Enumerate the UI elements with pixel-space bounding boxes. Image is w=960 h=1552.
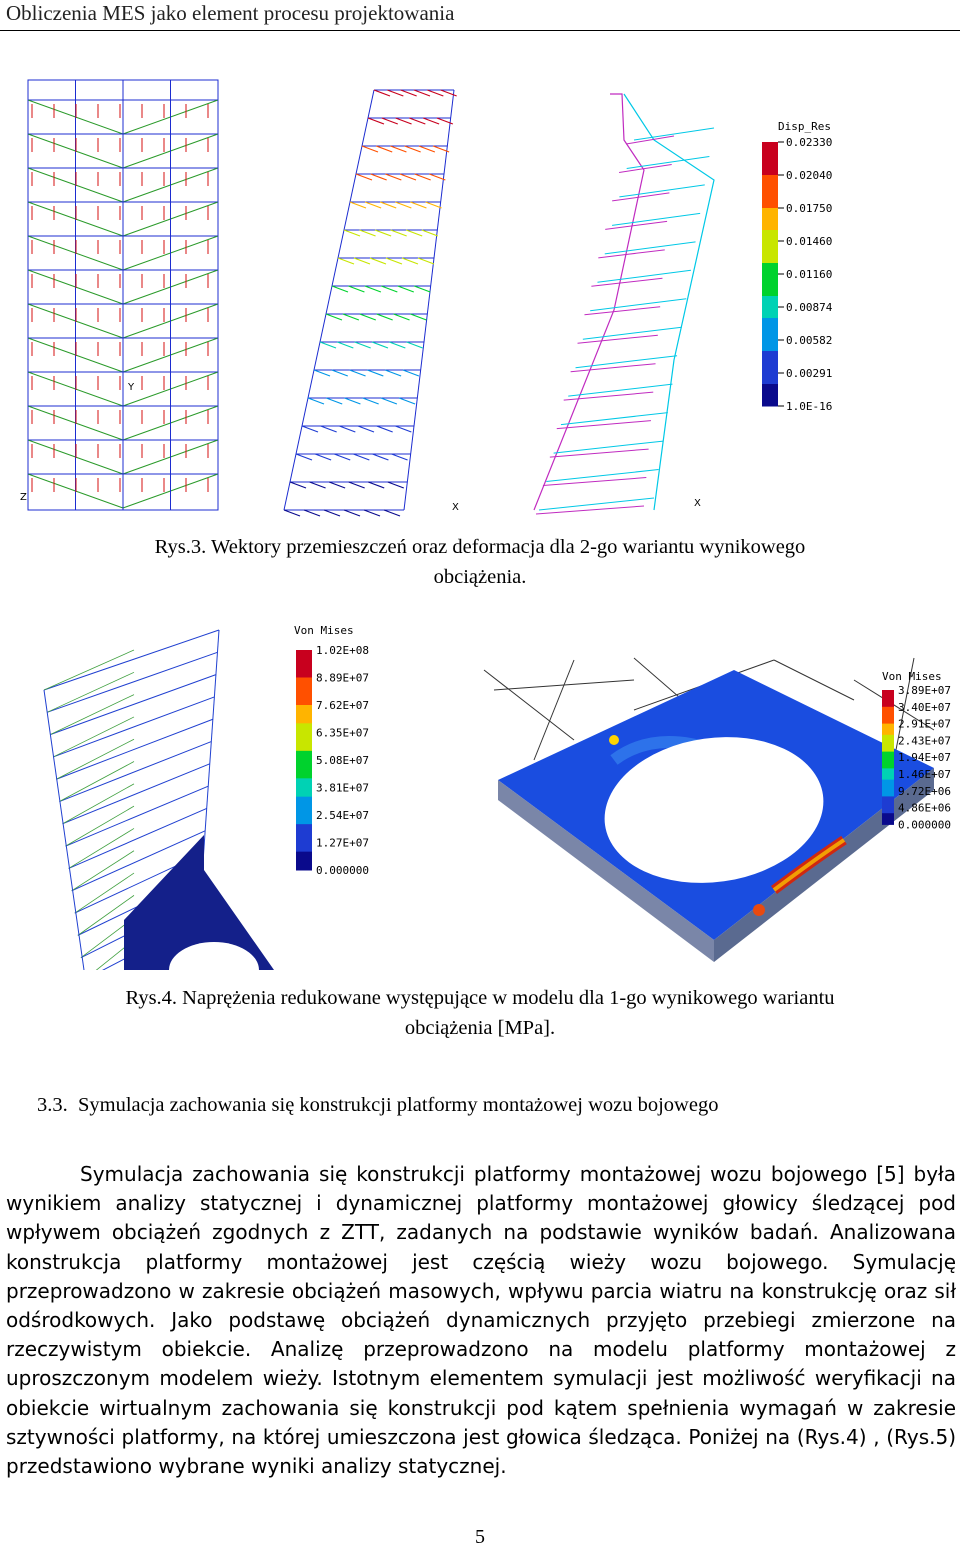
vector-arrow (348, 286, 364, 292)
original-line (550, 449, 649, 457)
vector-arrow (326, 314, 342, 320)
edge-line (404, 90, 454, 510)
wire-brace (72, 851, 134, 891)
vector-arrow (399, 398, 415, 404)
section-title: Symulacja zachowania się konstrukcji platformy montażowej wozu bojowego (78, 1094, 719, 1116)
vector-arrow (410, 202, 426, 208)
vector-arrow (360, 230, 376, 236)
legend-swatch (762, 395, 778, 407)
legend-value: 0.01750 (786, 202, 833, 215)
platform-stress-plot (460, 658, 954, 970)
figure-3-caption (40, 532, 920, 592)
legend-value: 5.08E+07 (316, 754, 369, 767)
vector-arrow (429, 174, 445, 180)
vector-arrow (362, 146, 378, 152)
deformed-line (554, 441, 664, 453)
vector-arrow (310, 482, 326, 488)
vector-arrow (407, 342, 423, 348)
vector-arrow (391, 230, 407, 236)
vector-arrow (290, 482, 306, 488)
legend-value: 7.62E+07 (316, 699, 369, 712)
vector-arrow (388, 482, 404, 488)
deformed-line (576, 356, 678, 368)
legend-swatch (296, 751, 312, 761)
vector-arrow (363, 398, 379, 404)
vector-arrow (377, 314, 393, 320)
vector-arrow (350, 370, 366, 376)
legend-swatch (762, 241, 778, 253)
vector-arrow (339, 426, 355, 432)
legend-value: 3.40E+07 (898, 700, 951, 714)
legend-value: 2.43E+07 (898, 734, 951, 748)
legend-swatch (882, 690, 894, 696)
legend-value: 0.00582 (786, 334, 833, 347)
legend-swatch (762, 153, 778, 165)
vector-arrow (386, 258, 402, 264)
legend-swatch (882, 796, 894, 802)
legend-swatch (882, 724, 894, 730)
legend-swatch (882, 718, 894, 724)
legend-swatch (762, 142, 778, 154)
original-line (557, 421, 651, 429)
frame-wireframe (44, 630, 274, 970)
wire-line (47, 652, 217, 712)
legend-swatch (882, 802, 894, 808)
vector-arrow (350, 202, 366, 208)
legend-value: 0.000000 (316, 864, 369, 877)
vector-arrow (396, 118, 412, 124)
vector-arrow (365, 202, 381, 208)
original-line (543, 478, 646, 486)
vector-arrow (402, 258, 418, 264)
legend-value: 8.89E+07 (316, 671, 369, 685)
vector-arrow (302, 426, 318, 432)
wire-brace (59, 762, 134, 802)
legend-swatch (296, 723, 312, 733)
legend-swatch (882, 707, 894, 713)
vector-arrow (324, 510, 340, 516)
wire-brace (62, 784, 134, 824)
legend-swatch (296, 806, 312, 816)
vector-arrow (320, 342, 336, 348)
deformed-line (612, 213, 700, 225)
vector-arrow (370, 258, 386, 264)
legend-swatch (296, 742, 312, 752)
legend-swatch (882, 752, 894, 758)
legend-swatch (882, 712, 894, 718)
legend-swatch (882, 808, 894, 814)
legend-swatch (882, 791, 894, 797)
vector-arrow (395, 202, 411, 208)
legend-value: 0.000000 (898, 818, 951, 832)
tower-deformation-outline (534, 94, 714, 514)
original-line (571, 364, 656, 372)
vector-arrow (410, 314, 426, 320)
vector-arrow (414, 286, 430, 292)
caption-line-1: Rys.3. Wektory przemieszczeń oraz deformacja dla 2-go wariantu wynikowego (154, 536, 806, 558)
vector-arrow (344, 398, 360, 404)
original-line (564, 392, 654, 400)
legend-swatch (296, 760, 312, 770)
legend-value: 1.02E+08 (316, 644, 369, 657)
legend-swatch (882, 701, 894, 707)
legend-swatch (762, 351, 778, 363)
vector-arrow (427, 90, 443, 96)
legend-value: 0.02330 (786, 136, 833, 149)
legend-value: 1.46E+07 (898, 768, 951, 781)
legend-swatch (296, 852, 312, 862)
vector-arrow (308, 398, 324, 404)
vector-arrow (343, 314, 359, 320)
legend-right-title: Von Mises (882, 670, 942, 683)
vector-arrow (385, 174, 401, 180)
vector-arrow (314, 370, 330, 376)
legend-swatch (296, 678, 312, 688)
legend-swatch (296, 687, 312, 697)
tower-deformed-vectors (284, 90, 457, 516)
legend-swatch (296, 778, 312, 788)
caption-line-1: Rys.4. Naprężenia redukowane występujące w modelu dla 1-go wynikowego wariantu (125, 987, 835, 1009)
wire-line (62, 764, 209, 824)
legend-value: 3.89E+07 (898, 684, 951, 697)
vector-arrow (358, 426, 374, 432)
vector-arrow (387, 90, 403, 96)
legend-value: 2.54E+07 (316, 809, 369, 822)
vector-arrow (423, 118, 439, 124)
legend-swatch (762, 252, 778, 264)
legend-swatch (296, 843, 312, 853)
wire-line (50, 675, 216, 735)
vector-arrow (349, 482, 365, 488)
page-header (0, 0, 960, 31)
vector-arrow (381, 398, 397, 404)
legend-swatch (296, 861, 312, 871)
deformed-line (619, 185, 704, 197)
legend-swatch (762, 197, 778, 209)
legend-swatch (762, 164, 778, 176)
tower-front-view (28, 80, 218, 510)
wire-brace (69, 828, 134, 868)
vector-arrow (374, 90, 390, 96)
original-line (578, 335, 658, 343)
vector-arrow (422, 230, 438, 236)
vector-arrow (395, 426, 411, 432)
vector-arrow (392, 454, 408, 460)
vector-arrow (284, 510, 300, 516)
wire-line (59, 742, 211, 802)
vector-arrow (344, 230, 360, 236)
vector-arrow (418, 258, 434, 264)
vector-arrow (371, 174, 387, 180)
vector-arrow (394, 314, 410, 320)
paragraph-text: Symulacja zachowania się konstrukcji platformy montażowej wozu bojowego [5] była wynikiem analizy statycznej i dynamicznej platformy montażowej głowicy śledzącej pod wpływem obciążeń zgodnych z ZTT, zadanych na podstawie wyników badań. Analizowana konstrukcja platformy montażowej jest częścią wieży wozu bojowego. Symulację przeprowadzono w zakresie obciążeń masowych, wpływu parcia wiatru na konstrukcję oraz sił odśrodkowych. Jako podstawę obciążeń dynamicznych przyjęto przebiegi zmierzone na rzeczywistym obiekcie. Analizę przeprowadzono na modelu platformy montażowej z uproszczonym modelem wieży. Istotnym elementem symulacji jest możliwość weryfikacji na obiekcie wirtualnym zachowania się konstrukcji pod kątem spełnienia wymagań w zakresie sztywności platformy, na której umieszczona jest głowica śledząca. Poniżej na (Rys.4) , (Rys.5) przedstawiono wybrane wyniki analizy statycznej. (6, 1162, 956, 1479)
legend-value: 9.72E+06 (898, 784, 951, 798)
legend-swatch (296, 797, 312, 807)
legend-swatch (762, 219, 778, 231)
legend-swatch (882, 768, 894, 774)
vector-arrow (401, 90, 417, 96)
legend-swatch (296, 815, 312, 825)
legend-value: 0.01460 (786, 235, 833, 248)
legend-swatch (296, 833, 312, 843)
legend-swatch (882, 774, 894, 780)
vector-arrow (356, 174, 372, 180)
legend-swatch (762, 296, 778, 308)
vector-arrow (368, 482, 384, 488)
legend-swatch (296, 668, 312, 678)
legend-swatch (762, 263, 778, 275)
legend-swatch (882, 763, 894, 769)
legend-von-mises-right (882, 670, 951, 831)
caption-line-2: obciążenia. (433, 566, 527, 588)
legend-value: 1.94E+07 (898, 751, 951, 765)
vector-arrow (304, 510, 320, 516)
legend-swatch (762, 285, 778, 297)
edge-line (284, 90, 374, 510)
vector-arrow (405, 146, 421, 152)
wire-brace (44, 650, 134, 690)
wire-line (66, 786, 209, 846)
legend-value: 6.35E+07 (316, 726, 369, 740)
vector-arrow (409, 118, 425, 124)
wire-line (53, 697, 214, 757)
legend-swatch (296, 714, 312, 724)
original-outline (534, 94, 644, 510)
legend-swatch (296, 659, 312, 669)
deformed-line (561, 413, 668, 425)
vector-arrow (321, 426, 337, 432)
vector-arrow (332, 370, 348, 376)
legend-swatch (882, 819, 894, 825)
vector-arrow (334, 454, 350, 460)
legend-swatch (762, 318, 778, 330)
caption-line-2: obciążenia [MPa]. (404, 1017, 556, 1039)
wire-brace (50, 695, 134, 735)
legend-swatch (762, 186, 778, 198)
wire-brace (66, 806, 134, 846)
vector-arrow (376, 146, 392, 152)
legend-swatch (882, 757, 894, 763)
vector-arrow (332, 286, 348, 292)
legend-swatch (762, 274, 778, 286)
section-heading (37, 1094, 718, 1117)
section-number: 3.3. (37, 1094, 68, 1116)
legend-swatch (762, 307, 778, 319)
legend-value: 1.0E-16 (786, 400, 833, 413)
figure-4-caption (40, 983, 920, 1043)
vector-arrow (353, 454, 369, 460)
legend-swatch (296, 824, 312, 834)
wire-brace (53, 717, 134, 757)
page-number: 5 (475, 1526, 485, 1548)
legend-swatch (762, 340, 778, 352)
axis-label-x2: X (694, 498, 701, 509)
vector-arrow (380, 202, 396, 208)
vector-arrow (326, 398, 342, 404)
figure-4-stress (14, 620, 954, 970)
legend-value: 0.00874 (786, 301, 833, 314)
deformed-line (546, 470, 658, 482)
vector-arrow (426, 202, 442, 208)
vector-arrow (398, 286, 414, 292)
vector-arrow (384, 510, 400, 516)
vector-arrow (368, 118, 384, 124)
legend-swatch (762, 175, 778, 187)
running-title: Obliczenia MES jako element procesu projektowania (6, 1, 455, 25)
legend-value: 0.00291 (786, 367, 833, 380)
vector-arrow (372, 342, 388, 348)
vector-arrow (381, 286, 397, 292)
legend-swatch (296, 696, 312, 706)
legend-swatch (296, 733, 312, 743)
vector-arrow (414, 90, 430, 96)
legend-value: 2.91E+07 (898, 717, 951, 731)
wire-line (56, 719, 213, 779)
original-line (584, 307, 660, 315)
vector-arrow (390, 146, 406, 152)
vector-arrow (389, 342, 405, 348)
figure-3-displacement (14, 60, 874, 530)
legend-swatch (882, 780, 894, 786)
axis-label-z: Z (20, 492, 27, 503)
legend-left-title: Von Mises (294, 624, 354, 637)
legend-swatch (882, 735, 894, 741)
vector-arrow (385, 370, 401, 376)
vector-arrow (329, 482, 345, 488)
wire-brace (47, 672, 134, 712)
original-line (536, 506, 644, 514)
legend-swatch (762, 373, 778, 385)
legend-swatch (296, 705, 312, 715)
wire-line (44, 630, 219, 690)
original-line (591, 278, 662, 286)
deformed-line (634, 128, 714, 140)
legend-swatch (762, 362, 778, 374)
vector-arrow (400, 174, 416, 180)
legend-swatch (296, 650, 312, 660)
vector-arrow (355, 342, 371, 348)
vector-arrow (403, 370, 419, 376)
legend-value: 0.01160 (786, 268, 833, 281)
vector-arrow (382, 118, 398, 124)
vector-arrow (296, 454, 312, 460)
legend-swatch (882, 813, 894, 819)
legend-swatch (882, 746, 894, 752)
legend-swatch (882, 740, 894, 746)
legend-swatch (296, 769, 312, 779)
legend-swatch (296, 788, 312, 798)
legend-von-mises-left (294, 624, 369, 877)
body-paragraph (6, 1160, 956, 1481)
vector-arrow (338, 258, 354, 264)
legend-value: 0.02040 (786, 169, 833, 182)
vector-arrow (360, 314, 376, 320)
vector-arrow (337, 342, 353, 348)
legend-title: Disp_Res (778, 120, 831, 133)
vector-arrow (367, 370, 383, 376)
vector-arrow (365, 286, 381, 292)
vector-arrow (354, 258, 370, 264)
legend-swatch (762, 230, 778, 242)
vector-arrow (377, 426, 393, 432)
legend-swatch (762, 329, 778, 341)
wire-edge (44, 690, 84, 970)
legend-swatch (762, 384, 778, 396)
wire-brace (56, 739, 134, 779)
axis-label-y: Y (128, 382, 135, 393)
legend-value: 4.86E+06 (898, 801, 951, 815)
vector-arrow (315, 454, 331, 460)
legend-swatch (882, 785, 894, 791)
vector-arrow (415, 174, 431, 180)
legend-swatch (882, 696, 894, 702)
vector-arrow (375, 230, 391, 236)
legend-displacement (762, 120, 833, 413)
axis-label-x1: X (452, 502, 459, 513)
vector-arrow (344, 510, 360, 516)
wire-brace (75, 873, 134, 913)
legend-value: 1.27E+07 (316, 836, 369, 850)
legend-swatch (762, 208, 778, 220)
legend-swatch (882, 729, 894, 735)
legend-value: 3.81E+07 (316, 781, 369, 795)
vector-arrow (406, 230, 422, 236)
vector-arrow (419, 146, 435, 152)
deformed-outline (624, 94, 714, 510)
deformed-line (539, 498, 654, 510)
vector-arrow (372, 454, 388, 460)
vector-arrow (364, 510, 380, 516)
